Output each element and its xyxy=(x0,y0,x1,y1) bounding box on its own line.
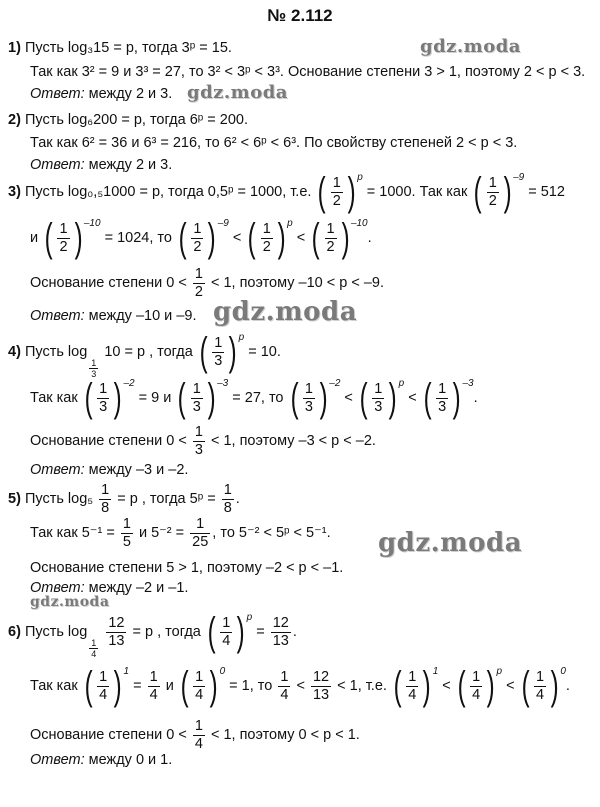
fraction: $\frac{1}{25}$ xyxy=(192,516,209,550)
fraction-power: ( $\frac{1}{3}$ ) –2 xyxy=(84,376,135,420)
problem-text: Так как xyxy=(30,389,78,406)
problem-text: Основание степени 0 < xyxy=(30,727,187,743)
fraction-power: ( $\frac{1}{4}$ ) 0 xyxy=(521,664,566,708)
problem-4-line-3 xyxy=(30,424,376,458)
problem-text: = 512 xyxy=(528,183,565,200)
answer-label: Ответ: xyxy=(30,462,85,478)
watermark: gdz.moda xyxy=(378,528,523,558)
answer-text: между 2 и 3. xyxy=(88,86,173,102)
answer-text: между –2 и –1. xyxy=(88,580,189,596)
answer-label: Ответ: xyxy=(30,580,85,596)
fraction-power: ( $\frac{1}{2}$ ) –10 xyxy=(44,216,101,260)
problem-text: Так как 6² = 36 и 6³ = 216, то 6² < 6ᵖ < 6³. По свойству степеней 2 < p < 3. xyxy=(30,135,518,151)
problem-6-line-3 xyxy=(30,718,360,752)
fraction-power: ( $\frac{1}{4}$ ) p xyxy=(457,664,503,708)
fraction-power: ( $\frac{1}{3}$ ) p xyxy=(359,376,405,420)
problem-text: Пусть log₀,₅1000 = p, тогда 0,5ᵖ = 1000, т.е. xyxy=(24,183,312,200)
problem-text: Основание степени 0 < xyxy=(30,275,187,291)
fraction: $\frac{12}{13}$ xyxy=(272,614,289,649)
fraction-power: ( $\frac{1}{3}$ ) –2 xyxy=(290,376,341,420)
fraction: $\frac{12}{13}$ xyxy=(312,668,330,703)
fraction-power: ( $\frac{1}{2}$ ) –9 xyxy=(474,170,525,214)
problem-text: и 5⁻² = xyxy=(138,525,185,541)
fraction: $\frac{1}{2}$ xyxy=(194,266,203,300)
fraction: $\frac{1}{3}$ xyxy=(194,424,203,458)
answer-line xyxy=(30,580,188,597)
answer-text: между –10 и –9. xyxy=(88,308,197,324)
problem-6-line-2: Так как ( $\frac{1}{4}$ ) 1 = $\frac{1}{4}$ и ( $\frac{1}{4}$ ) 0 = 1, то $\frac{1}{4}$ < $\frac{12}{13}$ < 1, т.е. ( $\frac{1}{4}$ ) 1 < ( $\frac{1}{4}$ ) p < ( $\frac{1}{4}$ ) 0 . xyxy=(30,664,570,708)
problem-text: Пусть log xyxy=(24,343,88,360)
problem-text: и xyxy=(30,229,39,246)
answer-label: Ответ: xyxy=(30,157,85,173)
problem-text: = p , тогда 5ᵖ = xyxy=(117,491,216,507)
exercise-title: № 2.112 xyxy=(267,6,333,25)
answer-label: Ответ: xyxy=(30,86,85,102)
problem-number: 3) xyxy=(8,183,21,200)
answer-label: Ответ: xyxy=(30,308,85,324)
log-base-fraction: $\frac{1}{3}$ xyxy=(91,357,97,380)
problem-6-line-1: 6) Пусть log $\frac{1}{4}$ $\frac{12}{13}$ = p , тогда ( $\frac{1}{4}$ ) p = $\frac{12}{13}$ . xyxy=(8,610,297,660)
problem-text: 10 = p , тогда xyxy=(104,343,193,360)
problem-4-line-2: Так как ( $\frac{1}{3}$ ) –2 = 9 и ( $\frac{1}{3}$ ) –3 = 27, то ( $\frac{1}{3}$ ) –2 < ( $\frac{1}{3}$ ) p < ( $\frac{1}{3}$ ) –3 . xyxy=(30,376,478,420)
problem-text: = 10. xyxy=(248,343,281,360)
problem-text: Основание степени 0 < xyxy=(30,433,187,449)
problem-3-line-2: и ( $\frac{1}{2}$ ) –10 = 1024, то ( $\frac{1}{2}$ ) –9 < ( $\frac{1}{2}$ ) p < ( $\frac{1}{2}$ ) –10 . xyxy=(30,216,372,260)
problem-1-line-1 xyxy=(8,40,232,57)
problem-text: = p , тогда xyxy=(132,623,201,640)
fraction: $\frac{12}{13}$ xyxy=(108,614,125,649)
problem-text: Пусть log₆200 = p, тогда 6ᵖ = 200. xyxy=(24,112,248,128)
problem-text: Так как 5⁻¹ = xyxy=(30,525,115,541)
problem-number: 1) xyxy=(8,40,21,56)
fraction-power: ( $\frac{1}{2}$ ) –10 xyxy=(311,216,368,260)
fraction-power: ( $\frac{1}{4}$ ) 1 xyxy=(84,664,130,708)
watermark: gdz.moda xyxy=(30,594,110,610)
answer-line xyxy=(30,86,172,103)
watermark: gdz.moda xyxy=(187,82,288,103)
problem-3-line-1 xyxy=(8,172,565,212)
fraction-power: ( $\frac{1}{2}$ ) p xyxy=(318,170,363,214)
problem-text: = 1000. Так как xyxy=(366,183,468,200)
problem-number: 6) xyxy=(8,623,21,640)
problem-text: = 27, то xyxy=(232,389,284,406)
problem-text: и xyxy=(165,677,174,694)
problem-text: = 9 и xyxy=(138,389,172,406)
problem-text: , то 5⁻² < 5ᵖ < 5⁻¹. xyxy=(212,525,331,541)
problem-text: < 1, т.е. xyxy=(337,677,387,694)
fraction-power: ( $\frac{1}{2}$ ) –9 xyxy=(178,216,229,260)
answer-text: между 0 и 1. xyxy=(88,752,173,768)
problem-text: < 1, поэтому 0 < p < 1. xyxy=(210,727,360,743)
fraction: $\frac{1}{8}$ xyxy=(101,482,110,516)
fraction: $\frac{1}{5}$ xyxy=(122,516,131,550)
fraction-power: ( $\frac{1}{3}$ ) –3 xyxy=(178,376,229,420)
answer-line xyxy=(30,462,188,479)
problem-number: 2) xyxy=(8,112,21,128)
fraction-power: ( $\frac{1}{4}$ ) 1 xyxy=(393,664,439,708)
problem-text: Пусть log xyxy=(24,623,88,640)
answer-text: между –3 и –2. xyxy=(88,462,189,478)
problem-4-line-1 xyxy=(8,332,281,380)
problem-text: = 1024, то xyxy=(104,229,172,246)
fraction: $\frac{1}{4}$ xyxy=(149,668,158,703)
answer-line xyxy=(30,308,196,325)
fraction-power: ( $\frac{1}{3}$ ) –3 xyxy=(423,376,474,420)
fraction: $\frac{1}{4}$ xyxy=(280,668,289,703)
watermark: gdz.moda xyxy=(213,297,358,327)
problem-2-line-1 xyxy=(8,112,248,129)
problem-text: Пусть log₃15 = p, тогда 3ᵖ = 15. xyxy=(24,40,232,56)
problem-text: Пусть log₅ xyxy=(24,491,94,507)
watermark: gdz.moda xyxy=(420,36,521,57)
problem-text: < 1, поэтому –10 < p < –9. xyxy=(210,275,384,291)
problem-3-line-3 xyxy=(30,266,384,300)
problem-text: Так как 3² = 9 и 3³ = 27, то 3² < 3ᵖ < 3³. Основание степени 3 > 1, поэтому 2 < p < 3. xyxy=(30,64,586,80)
problem-text: Основание степени 5 > 1, поэтому –2 < p < –1. xyxy=(30,560,344,576)
problem-number: 4) xyxy=(8,343,21,360)
answer-text: между 2 и 3. xyxy=(88,157,173,173)
problem-5-line-1: 5) Пусть log₅ $\frac{1}{8}$ = p , тогда 5ᵖ = $\frac{1}{8}$ . xyxy=(8,482,240,516)
problem-text: Так как xyxy=(30,677,78,694)
problem-number: 5) xyxy=(8,491,21,507)
fraction: $\frac{1}{4}$ xyxy=(194,718,203,752)
fraction-power: ( $\frac{1}{4}$ ) p xyxy=(207,610,253,654)
fraction-power: ( $\frac{1}{2}$ ) p xyxy=(248,216,293,260)
fraction-power: ( $\frac{1}{3}$ ) p xyxy=(199,330,245,374)
fraction: $\frac{1}{8}$ xyxy=(223,482,232,516)
log-base-fraction: $\frac{1}{4}$ xyxy=(91,637,97,660)
problem-text: < 1, поэтому –3 < p < –2. xyxy=(210,433,376,449)
answer-line xyxy=(30,752,172,769)
answer-label: Ответ: xyxy=(30,752,85,768)
fraction-power: ( $\frac{1}{4}$ ) 0 xyxy=(180,664,226,708)
problem-text: = 1, то xyxy=(229,677,273,694)
problem-5-line-2 xyxy=(30,516,331,550)
